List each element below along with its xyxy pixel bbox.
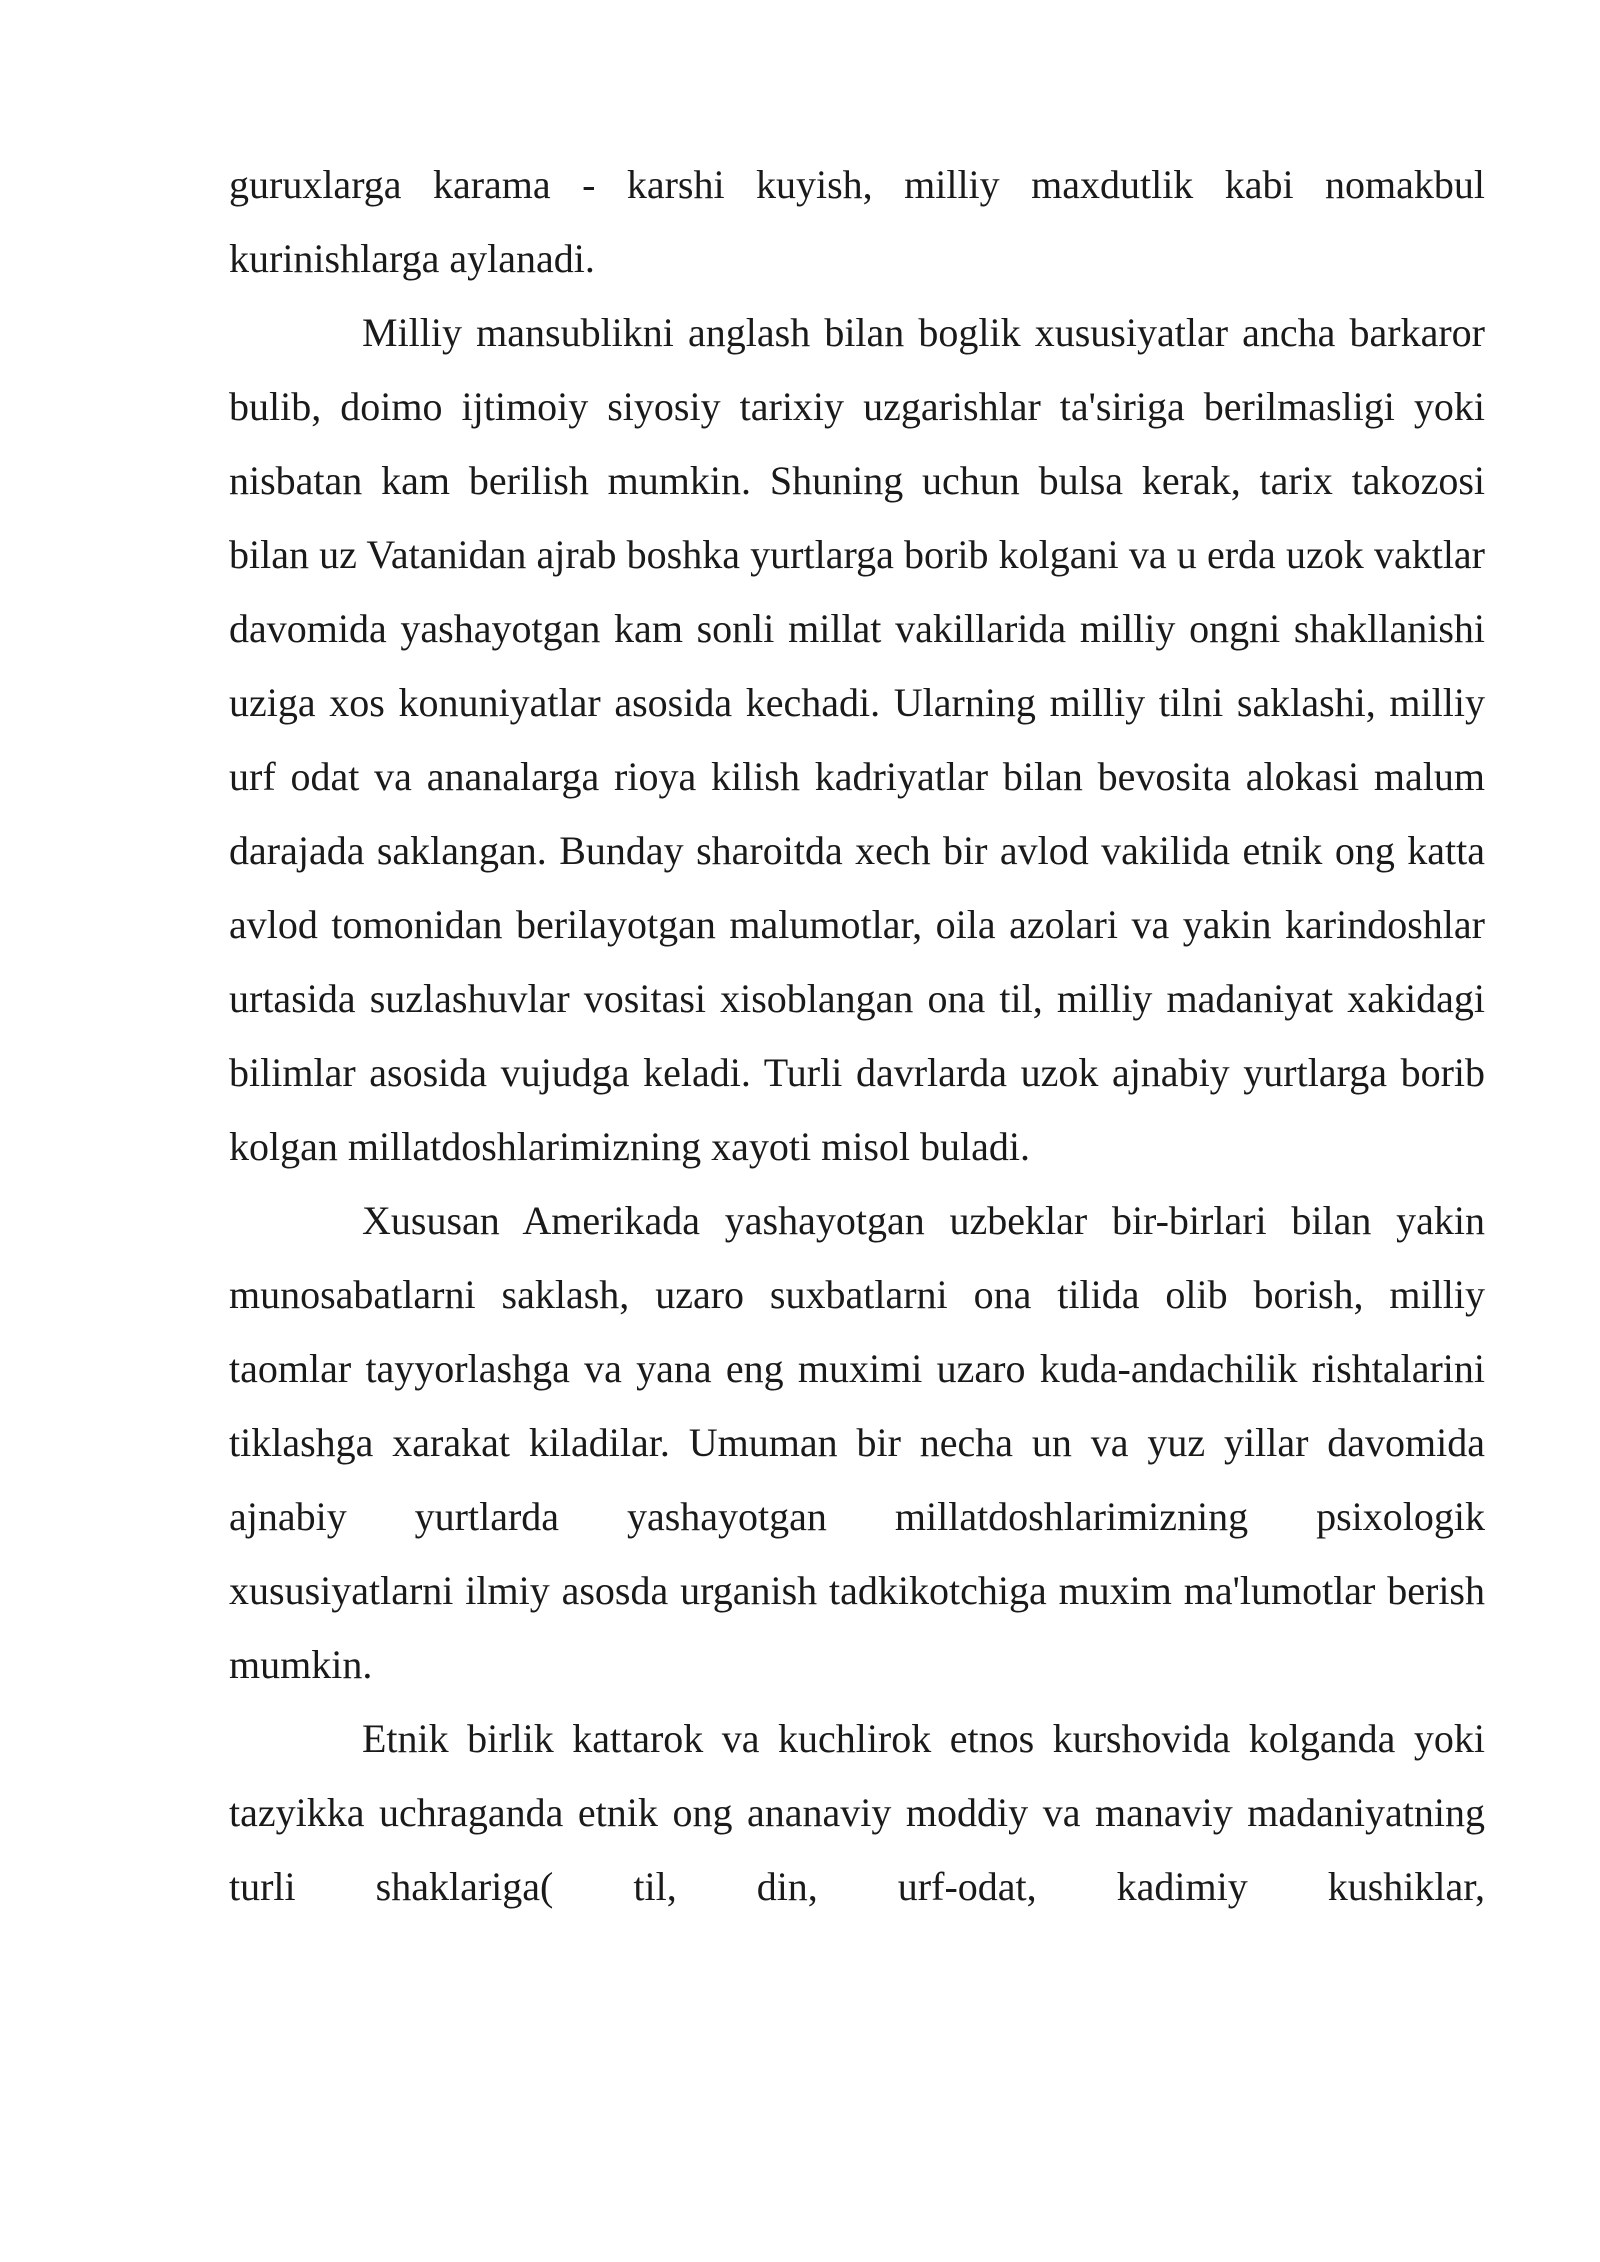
paragraph-etnik-birlik: Etnik birlik kattarok va kuchlirok etnos kurshovida kolganda yoki tazyikka uchraganda etnik ong ananaviy moddiy va manaviy madaniyatning turli shaklariga( til, din, urf-odat, kadimiy kushiklar, bbox=[229, 1716, 1485, 1909]
paragraph-continuation: guruxlarga karama - karshi kuyish, milliy maxdutlik kabi nomakbul kurinishlarga aylanadi. bbox=[229, 162, 1485, 281]
document-body bbox=[229, 148, 1485, 1924]
paragraph-amerikada-uzbeklar: Xususan Amerikada yashayotgan uzbeklar bir-birlari bilan yakin munosabatlarni saklash, uzaro suxbatlarni ona tilida olib borish, milliy taomlar tayyorlashga va yana eng muximi uzaro kuda-andachilik rishtalarini tiklashga xarakat kiladilar. Umuman bir necha un va yuz yillar davomida ajnabiy yurtlarda yashayotgan millatdoshlarimizning psixologik xususiyatlarni ilmiy asosda urganish tadkikotchiga muxim ma'lumotlar berish mumkin. bbox=[229, 1198, 1485, 1687]
paragraph-milliy-mansublik: Milliy mansublikni anglash bilan boglik xususiyatlar ancha barkaror bulib, doimo ijtimoiy siyosiy tarixiy uzgarishlar ta'siriga berilmasligi yoki nisbatan kam berilish mumkin. Shuning uchun bulsa kerak, tarix takozosi bilan uz Vatanidan ajrab boshka yurtlarga borib kolgani va u erda uzok vaktlar davomida yashayotgan kam sonli millat vakillarida milliy ongni shakllanishi uziga xos konuniyatlar asosida kechadi. Ularning milliy tilni saklashi, milliy urf odat va ananalarga rioya kilish kadriyatlar bilan bevosita alokasi malum darajada saklangan. Bunday sharoitda xech bir avlod vakilida etnik ong katta avlod tomonidan berilayotgan malumotlar, oila azolari va yakin karindoshlar urtasida suzlashuvlar vositasi xisoblangan ona til, milliy madaniyat xakidagi bilimlar asosida vujudga keladi. Turli davrlarda uzok ajnabiy yurtlarga borib kolgan millatdoshlarimizning xayoti misol buladi. bbox=[229, 310, 1485, 1169]
